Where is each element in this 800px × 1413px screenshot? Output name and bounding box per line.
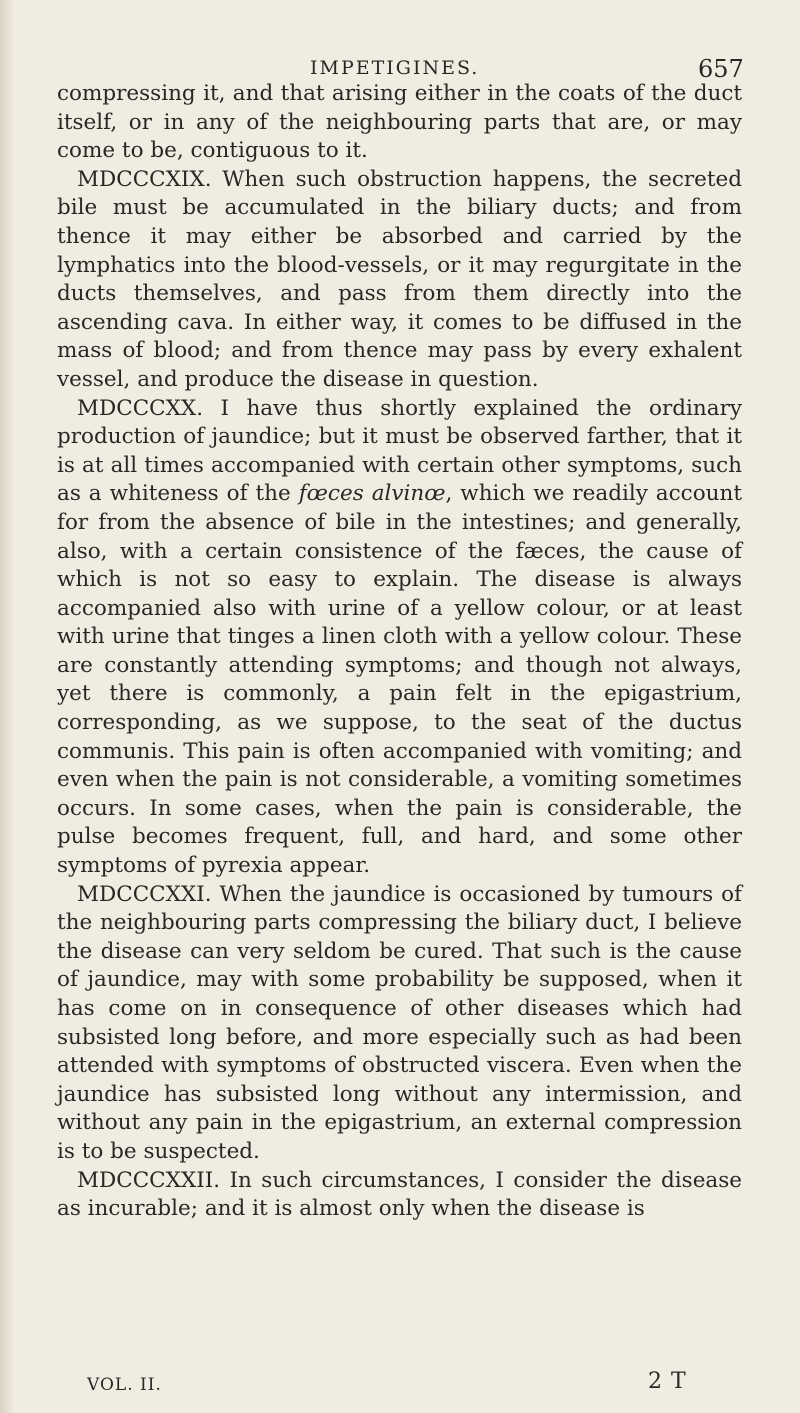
section-number: MDCCCXXII. bbox=[77, 1167, 221, 1193]
volume-label: VOL. II. bbox=[87, 1375, 162, 1395]
paragraph-1822 bbox=[57, 1167, 742, 1224]
paragraph-1821 bbox=[57, 881, 742, 1167]
section-number: MDCCCXX. bbox=[77, 395, 204, 421]
section-number: MDCCCXIX. bbox=[77, 166, 212, 192]
paragraph-1820 bbox=[57, 395, 742, 881]
section-number: MDCCCXXI. bbox=[77, 881, 212, 907]
paragraph-text: In such circumstances, I consider the disease as incurable; and it is almost only when the disease is bbox=[57, 1167, 742, 1222]
paragraph-text: I have thus shortly explained the ordinary production of jaundice; but it must be observed farther, that it is at all times accompanied with certain other symptoms, such as a whiteness of the bbox=[57, 395, 742, 507]
page-number: 657 bbox=[698, 55, 744, 83]
page-footer bbox=[0, 1369, 800, 1399]
running-title: IMPETIGINES. bbox=[310, 57, 480, 79]
signature-mark: 2 T bbox=[648, 1369, 687, 1394]
paragraph-text: , which we readily account for from the absence of bile in the intestines; and generally, also, with a certain consistence of the fæces, the cause of which is not so easy to explain. The disease is always accompanied also with urine of a yellow colour, or at least with urine that tinges a linen cloth with a yellow colour. These are constantly attending symptoms; and though not always, yet there is commonly, a pain felt in the epigastrium, corresponding, as we suppose, to the seat of the ductus communis. This pain is often accompanied with vomiting; and even when the pain is not considerable, a vomiting sometimes occurs. In some cases, when the pain is considerable, the pulse becomes frequent, full, and hard, and some other symptoms of pyrexia appear. bbox=[57, 481, 742, 879]
page-binding-shadow bbox=[0, 0, 14, 1413]
italic-term: fœces alvinœ bbox=[298, 481, 446, 507]
paragraph-1819 bbox=[57, 166, 742, 395]
paragraph-text: When the jaundice is occasioned by tumours of the neighbouring parts compressing the biliary duct, I believe the disease can very seldom be cured. That such is the cause of jaundice, may with some probability be supposed, when it has come on in consequence of other diseases which had subsisted long before, and more especially such as had been attended with symptoms of obstructed viscera. Even when the jaundice has subsisted long without any intermission, and without any pain in the epigastrium, an external compression is to be suspected. bbox=[57, 881, 742, 1164]
paragraph-text: When such obstruction happens, the secreted bile must be accumulated in the biliary ducts; and from thence it may either be absorbed and carried by the lymphatics into the blood-vessels, or it may regurgitate in the ducts themselves, and pass from them directly into the ascending cava. In either way, it comes to be diffused in the mass of blood; and from thence may pass by every exhalent vessel, and produce the disease in question. bbox=[57, 166, 742, 392]
body-text bbox=[57, 80, 742, 1224]
paragraph-text: compressing it, and that arising either in the coats of the duct itself, or in any of the neighbouring parts that are, or may come to be, contiguous to it. bbox=[57, 81, 742, 164]
paragraph-continuation bbox=[57, 80, 742, 166]
